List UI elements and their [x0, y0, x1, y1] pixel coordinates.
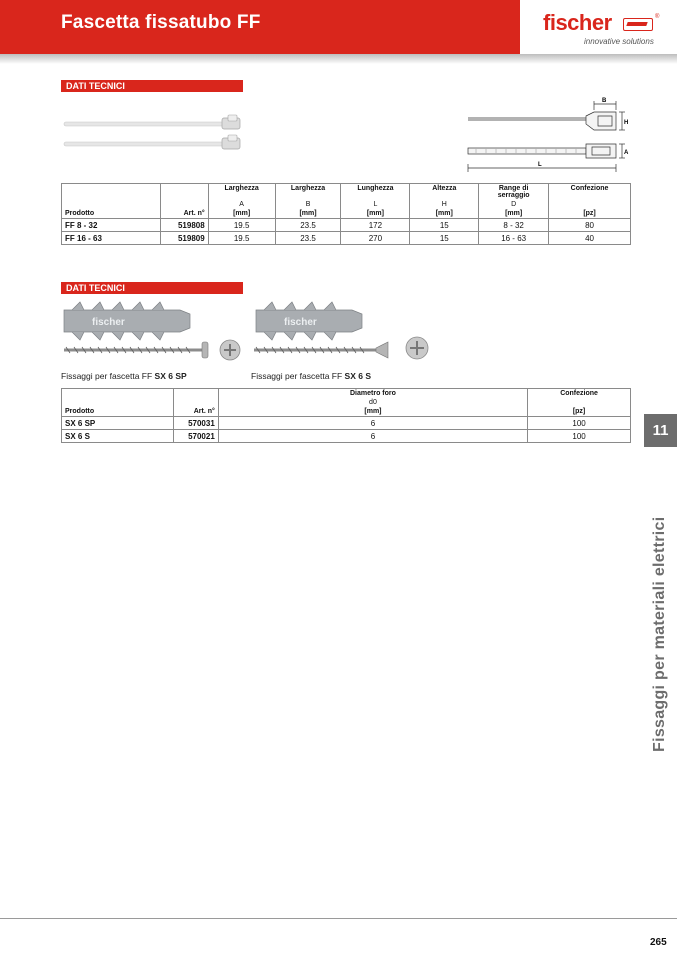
cable-tie-1	[64, 115, 240, 129]
section-label-technical-data-1: DATI TECNICI	[61, 80, 243, 92]
brand-logo: fischer	[543, 10, 612, 35]
header-art-no: Art. n°	[160, 209, 208, 219]
header-width-b: Larghezza	[275, 184, 341, 201]
cable-tie-image	[62, 112, 252, 152]
unit-pack: [pz]	[528, 407, 631, 417]
symbol-h: H	[410, 200, 479, 209]
plug-brand-text: fischer	[284, 317, 317, 328]
symbol-pack	[528, 398, 631, 407]
unit-d0: [mm]	[218, 407, 527, 417]
plug-sx6-icon	[256, 302, 362, 340]
unit-b: [mm]	[275, 209, 341, 219]
dim-label-l: L	[538, 162, 542, 168]
plug-sx6sp-image	[62, 298, 252, 366]
caption-sx6s: Fissaggi per fascetta FF SX 6 S	[251, 371, 372, 381]
unit-d: [mm]	[479, 209, 549, 219]
fixing-spec-table	[61, 388, 631, 443]
header-height: Altezza	[410, 184, 479, 201]
header-product: Prodotto	[62, 209, 161, 219]
symbol-l: L	[341, 200, 410, 209]
symbol-d: D	[479, 200, 549, 209]
dim-label-a: A	[624, 150, 629, 156]
table-row: SX 6 S 570021 6 100	[62, 430, 631, 443]
symbol-d0: d0	[218, 398, 527, 407]
header-width-a: Larghezza	[208, 184, 275, 201]
unit-h: [mm]	[410, 209, 479, 219]
header-package: Confezione	[528, 389, 631, 399]
unit-a: [mm]	[208, 209, 275, 219]
symbol-a: A	[208, 200, 275, 209]
header-clamping-range: Range di serraggio	[479, 184, 549, 201]
phillips-head-icon	[406, 337, 428, 359]
symbol-b: B	[275, 200, 341, 209]
countersunk-screw-icon	[254, 342, 388, 358]
page-title: Fascetta fissatubo FF	[61, 12, 261, 33]
header-art-no: Art. n°	[173, 407, 218, 417]
caption-sx6sp: Fissaggi per fascetta FF SX 6 SP	[61, 371, 187, 381]
header-hole-diameter: Diametro foro	[218, 389, 527, 399]
plug-sx6-icon	[64, 302, 190, 340]
registered-mark-icon: ®	[655, 14, 660, 20]
plug-sx6s-image	[252, 298, 442, 366]
section-label-technical-data-2: DATI TECNICI	[61, 282, 243, 294]
cable-tie-dimension-drawing	[466, 96, 631, 176]
unit-l: [mm]	[341, 209, 410, 219]
brand-badge-icon	[623, 18, 653, 31]
page-number: 265	[650, 937, 667, 948]
table-row: FF 16 - 63 519809 19.5 23.5 270 15 16 - 63 40	[62, 232, 631, 245]
chapter-title-vertical: Fissaggi per materiali elettrici	[651, 516, 668, 752]
table-row: SX 6 SP 570031 6 100	[62, 417, 631, 430]
symbol-pack	[549, 200, 631, 209]
dim-label-b: B	[602, 98, 607, 104]
header-shadow	[0, 54, 677, 64]
table-row: FF 8 - 32 519808 19.5 23.5 172 15 8 - 32 80	[62, 219, 631, 232]
plug-brand-text: fischer	[92, 317, 125, 328]
brand-tagline: innovative solutions	[584, 37, 654, 46]
pan-head-screw-icon	[64, 342, 208, 358]
chapter-number-tab: 11	[644, 414, 677, 447]
header-length: Lunghezza	[341, 184, 410, 201]
footer-divider	[0, 918, 677, 919]
unit-pack: [pz]	[549, 209, 631, 219]
header-package: Confezione	[549, 184, 631, 201]
phillips-head-icon	[220, 340, 240, 360]
dim-label-h: H	[624, 120, 629, 126]
header-product: Prodotto	[62, 407, 174, 417]
cable-tie-2	[64, 135, 240, 149]
cable-tie-spec-table	[61, 183, 631, 245]
